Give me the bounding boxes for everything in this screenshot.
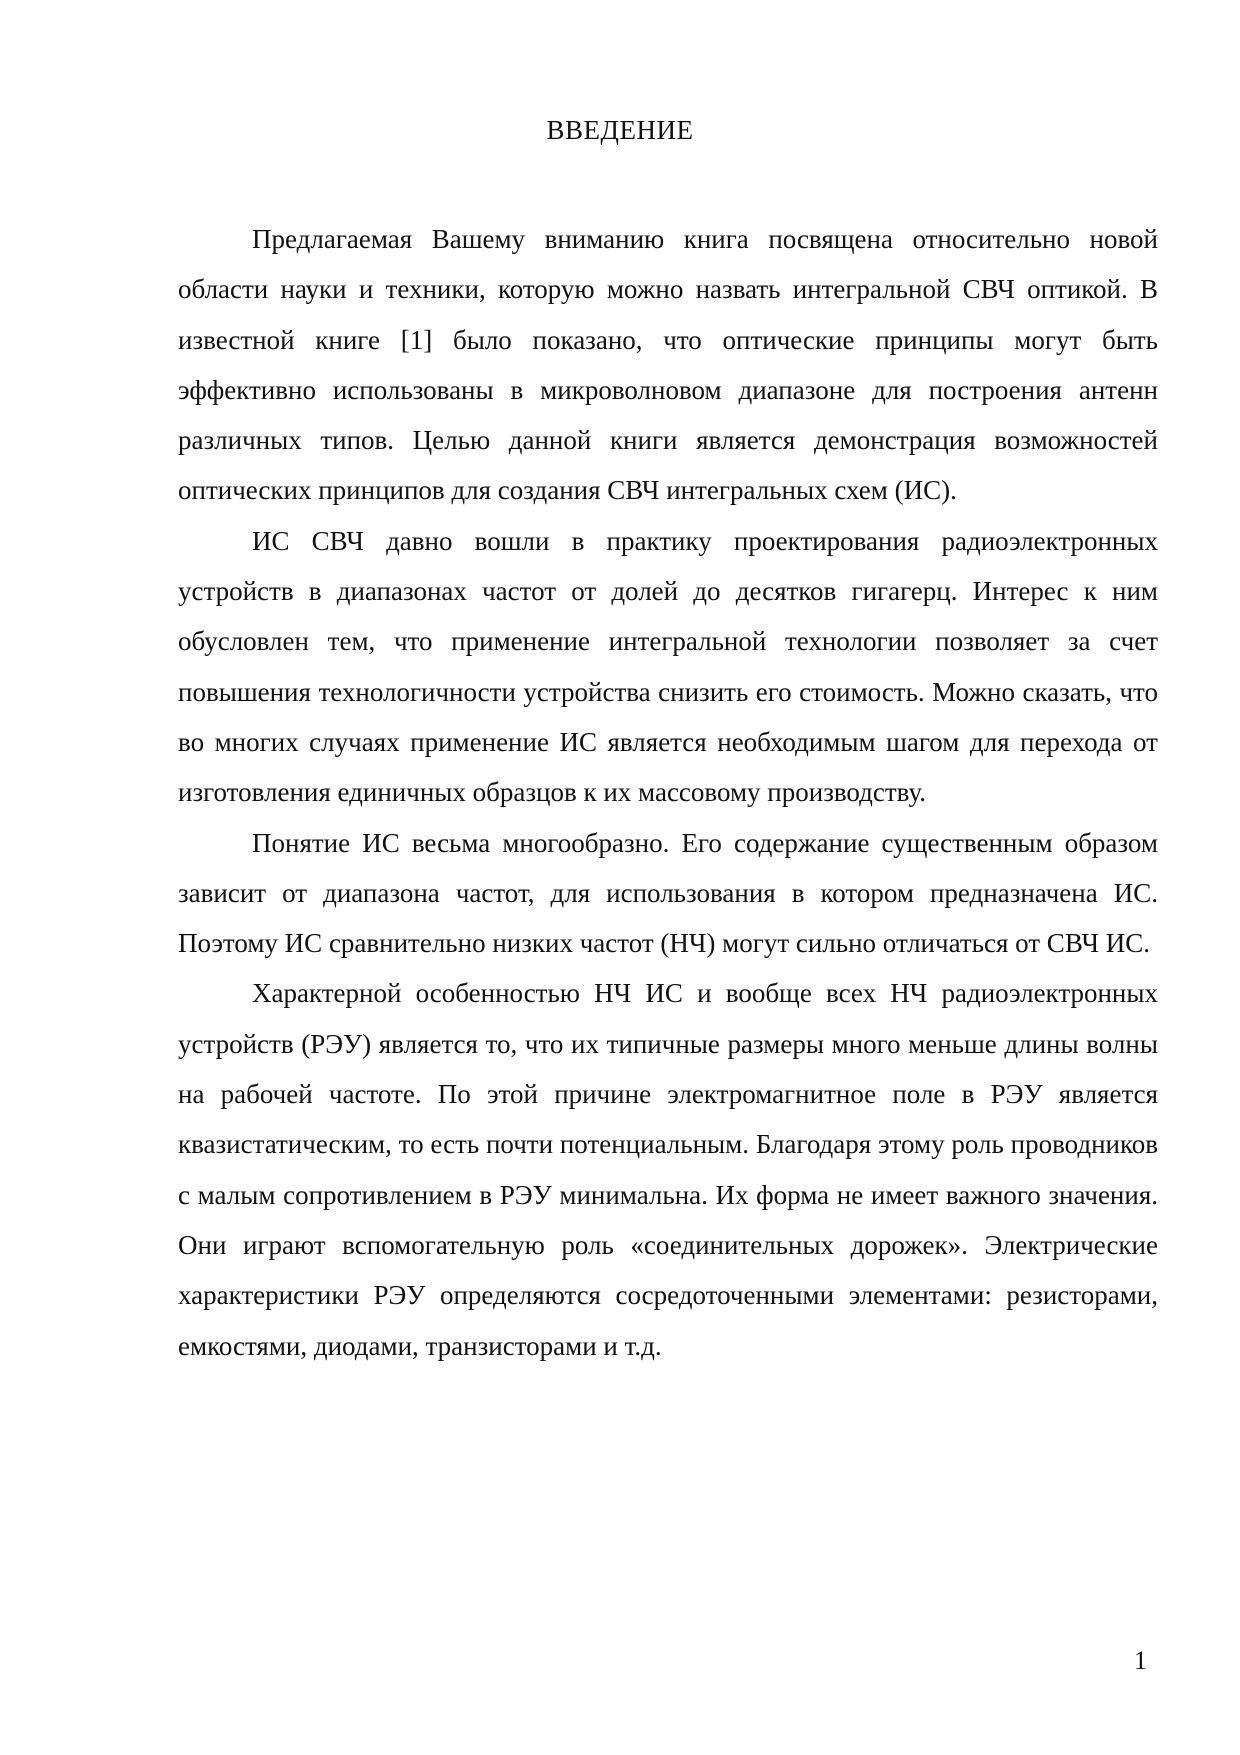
page-title: ВВЕДЕНИЕ	[546, 115, 694, 145]
paragraph-1: Предлагаемая Вашему вниманию книга посвящена относительно новой области науки и техники, которую можно назвать интегральной СВЧ оптикой. В известной книге [1] было показано, что оптические принципы могут быть эффективно использованы в микроволновом диапазоне для построения антенн различных типов. Целью данной книги является демонстрация возможностей оптических принципов для создания СВЧ интегральных схем (ИС).	[178, 224, 1158, 506]
paragraph-2: ИС СВЧ давно вошли в практику проектирования радиоэлектронных устройств в диапазонах частот от долей до десятков гигагерц. Интерес к ним обусловлен тем, что применение интегральной технологии позволяет за счет повышения технологичности устройства снизить его стоимость. Можно сказать, что во многих случаях применение ИС является необходимым шагом для перехода от изготовления единичных образцов к их массовому производству.	[178, 525, 1158, 808]
body-text	[178, 214, 1158, 1371]
page-number: 1	[1134, 1646, 1147, 1675]
paragraph-3: Понятие ИС весьма многообразно. Его содержание существенным образом зависит от диапазона частот, для использования в котором предназначена ИС. Поэтому ИС сравнительно низких частот (НЧ) могут сильно отличаться от СВЧ ИС.	[178, 827, 1158, 959]
paragraph-4: Характерной особенностью НЧ ИС и вообще всех НЧ радиоэлектронных устройств (РЭУ) является то, что их типичные размеры много меньше длины волны на рабочей частоте. По этой причине электромагнитное поле в РЭУ является квазистатическим, то есть почти потенциальным. Благодаря этому роль проводников с малым сопротивлением в РЭУ минимальна. Их форма не имеет важного значения. Они играют вспомогательную роль «соединительных дорожек». Электрические характеристики РЭУ определяются сосредоточенными элементами: резисторами, емкостями, диодами, транзисторами и т.д.	[178, 978, 1158, 1361]
